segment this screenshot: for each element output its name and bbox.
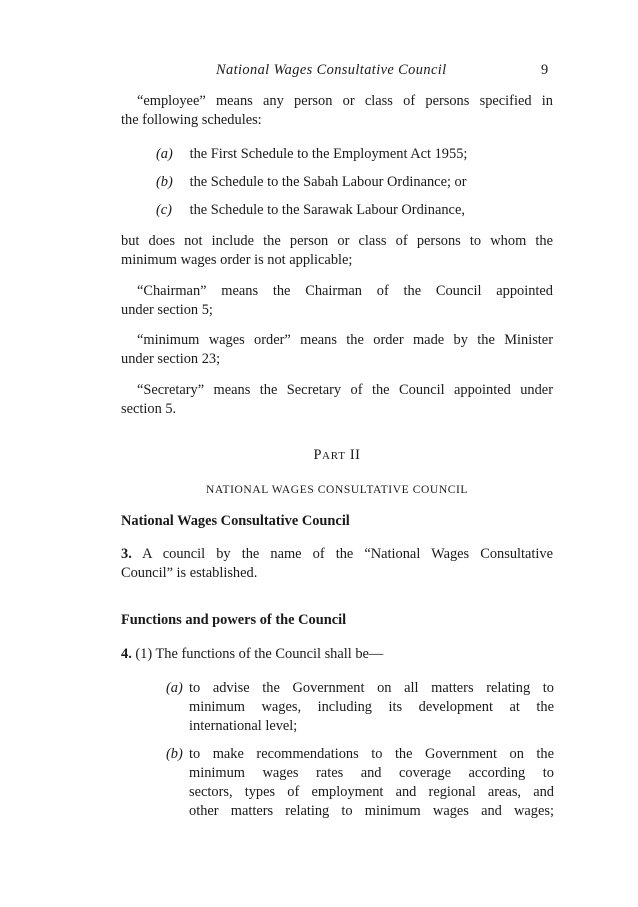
- section-text: (1) The functions of the Council shall be—: [131, 646, 384, 662]
- text-line: to advise the Government on all matters relating to: [189, 680, 554, 696]
- text-line: “employee” means any person or class of persons specified in: [137, 93, 553, 109]
- text-line: sectors, types of employment and regional areas, and: [189, 784, 554, 800]
- running-header: [0, 61, 638, 81]
- section-4-intro: [121, 645, 553, 664]
- definition-employee: [121, 92, 553, 130]
- text-line: “minimum wages order” means the order made by the Minister: [137, 332, 553, 348]
- text-line: under section 23;: [121, 351, 221, 367]
- schedule-text: the Schedule to the Sabah Labour Ordinance; or: [189, 174, 467, 190]
- function-item-b: [166, 745, 554, 821]
- schedule-text: the Schedule to the Sarawak Labour Ordinance,: [189, 202, 465, 218]
- function-item-a: [166, 679, 554, 736]
- text-line: but does not include the person or class of persons to whom the: [121, 233, 553, 249]
- text-line: minimum wages, including its development at the: [189, 699, 554, 715]
- part-prefix-cap: P: [313, 447, 323, 463]
- schedule-label: (a): [156, 146, 173, 162]
- schedule-text: the First Schedule to the Employment Act 1955;: [189, 146, 468, 162]
- text-line: [121, 645, 553, 664]
- text-line: international level;: [189, 718, 298, 734]
- running-title: National Wages Consultative Council: [216, 62, 447, 78]
- text-line: section 5.: [121, 401, 177, 417]
- item-text: [189, 679, 554, 736]
- item-label: (a): [166, 680, 183, 696]
- part-numeral: II: [349, 447, 361, 463]
- text-line: the following schedules:: [121, 112, 262, 128]
- item-text: [189, 745, 554, 821]
- schedule-item-a: [156, 145, 556, 164]
- section-text: A council by the name of the “National Wages Consultative: [131, 546, 553, 562]
- section-3-heading: National Wages Consultative Council: [121, 513, 350, 529]
- text-line: under section 5;: [121, 302, 213, 318]
- text-line: to make recommendations to the Government on the: [189, 746, 554, 762]
- section-4-heading: Functions and powers of the Council: [121, 612, 347, 628]
- item-label: (b): [166, 746, 183, 762]
- definition-chairman: [121, 282, 553, 320]
- text-line: minimum wages order is not applicable;: [121, 252, 353, 268]
- definition-employee-tail: [121, 232, 553, 270]
- section-3-body: [121, 545, 553, 583]
- schedule-item-c: [156, 201, 556, 220]
- section-number: 3.: [121, 546, 132, 562]
- text-line: Council” is established.: [121, 565, 258, 581]
- part-subtitle: NATIONAL WAGES CONSULTATIVE COUNCIL: [205, 484, 469, 496]
- definition-minimum-wages-order: [121, 331, 553, 369]
- text-line: “Secretary” means the Secretary of the Council appointed under: [137, 382, 553, 398]
- section-number: 4.: [121, 646, 132, 662]
- schedule-label: (b): [156, 174, 173, 190]
- part-title: [121, 446, 553, 466]
- schedule-label: (c): [156, 202, 172, 218]
- text-line: minimum wages rates and coverage according to: [189, 765, 554, 781]
- text-line: other matters relating to minimum wages and wages;: [189, 803, 554, 819]
- text-line: “Chairman” means the Chairman of the Council appointed: [137, 283, 553, 299]
- definition-secretary: [121, 381, 553, 419]
- page-number: 9: [541, 62, 549, 78]
- text-line: [121, 545, 553, 564]
- part-prefix-smallcaps: ART: [322, 450, 346, 462]
- schedule-item-b: [156, 173, 556, 192]
